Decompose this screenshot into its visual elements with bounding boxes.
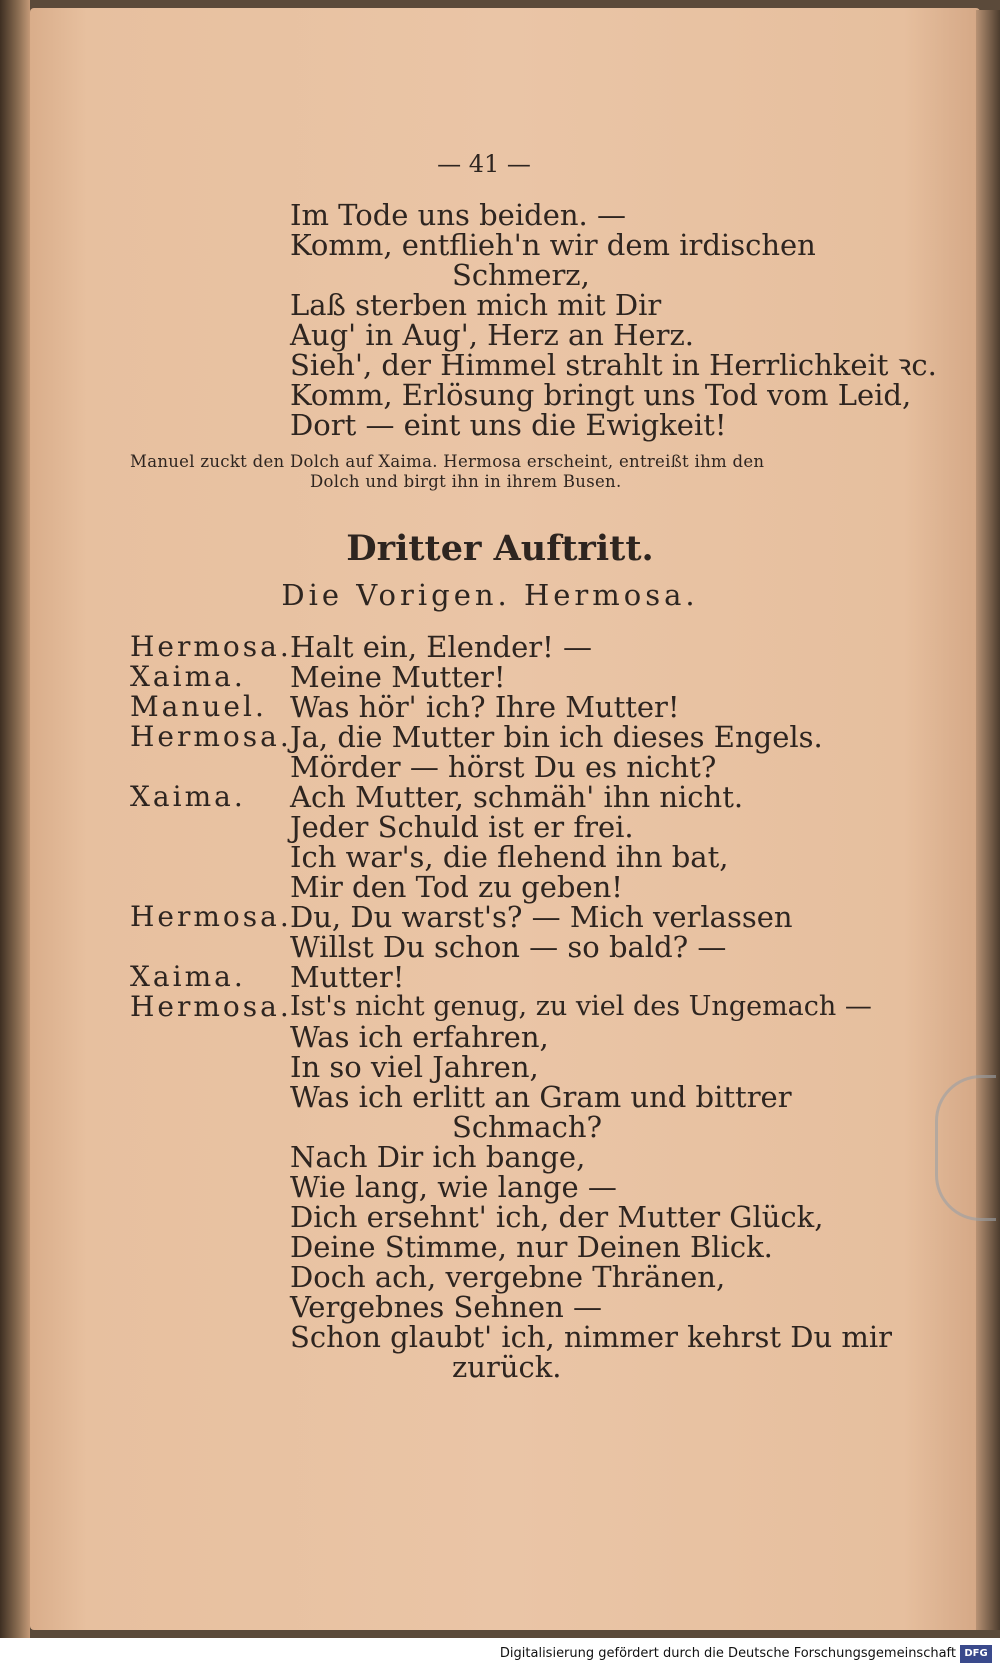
dialogue-line: Doch ach, vergebne Thränen, bbox=[290, 1260, 726, 1294]
cast-line: Die Vorigen. Hermosa. bbox=[281, 578, 699, 612]
dialogue-line: Mörder — hörst Du es nicht? bbox=[290, 750, 717, 784]
song-line: Komm, Erlösung bringt uns Tod vom Leid, bbox=[290, 378, 912, 412]
dialogue-line: Jeder Schuld ist er frei. bbox=[290, 810, 634, 844]
song-line: Laß sterben mich mit Dir bbox=[290, 288, 662, 322]
dialogue-line: Was hör' ich? Ihre Mutter! bbox=[290, 690, 680, 724]
speaker-name: Hermosa. bbox=[130, 990, 292, 1023]
funding-credit: Digitalisierung gefördert durch die Deutsche Forschungsgemeinschaft bbox=[499, 1646, 956, 1661]
song-line: Im Tode uns beiden. — bbox=[290, 198, 626, 232]
dialogue-line: Dich ersehnt' ich, der Mutter Glück, bbox=[290, 1200, 824, 1234]
scene-heading: Dritter Auftritt. bbox=[346, 528, 654, 569]
song-line: Dort — eint uns die Ewigkeit! bbox=[290, 408, 727, 442]
stage-direction-line: Manuel zuckt den Dolch auf Xaima. Hermosa erscheint, entreißt ihm den bbox=[130, 452, 765, 471]
footer-bar bbox=[0, 1642, 1000, 1668]
dialogue-line: Mir den Tod zu geben! bbox=[290, 870, 623, 904]
speaker-name: Hermosa. bbox=[130, 720, 292, 753]
speaker-name: Xaima. bbox=[130, 960, 246, 993]
dialogue-line: Ich war's, die flehend ihn bat, bbox=[290, 840, 729, 874]
dialogue-line: Mutter! bbox=[290, 960, 405, 994]
dialogue-line: In so viel Jahren, bbox=[290, 1050, 539, 1084]
dialogue-line: Was ich erfahren, bbox=[290, 1020, 549, 1054]
dialogue-line: Willst Du schon — so bald? — bbox=[290, 930, 727, 964]
song-line: Komm, entflieh'n wir dem irdischen bbox=[290, 228, 816, 262]
speaker-name: Xaima. bbox=[130, 660, 246, 693]
dialogue-line: Ja, die Mutter bin ich dieses Engels. bbox=[290, 720, 823, 754]
dialogue-line: Wie lang, wie lange — bbox=[290, 1170, 617, 1204]
dialogue-line: Vergebnes Sehnen — bbox=[290, 1290, 602, 1324]
page-edge bbox=[976, 10, 1000, 1630]
page-number: — 41 — bbox=[437, 150, 531, 178]
song-line: Aug' in Aug', Herz an Herz. bbox=[290, 318, 694, 352]
dialogue-line: Ach Mutter, schmäh' ihn nicht. bbox=[290, 780, 744, 814]
dialogue-line: Deine Stimme, nur Deinen Blick. bbox=[290, 1230, 773, 1264]
song-line: Sieh', der Himmel strahlt in Herrlichkeit ꝛc. bbox=[290, 348, 937, 382]
speaker-name: Manuel. bbox=[130, 690, 267, 723]
dfg-logo: DFG bbox=[960, 1645, 992, 1663]
dialogue-line: Nach Dir ich bange, bbox=[290, 1140, 586, 1174]
dialogue-line: Was ich erlitt an Gram und bittrer bbox=[290, 1080, 792, 1114]
song-line: Schmerz, bbox=[452, 258, 590, 292]
dialogue-line: zurück. bbox=[452, 1350, 562, 1384]
dialogue-line: Schmach? bbox=[452, 1110, 603, 1144]
dialogue-line: Ist's nicht genug, zu viel des Ungemach — bbox=[290, 991, 872, 1022]
book-gutter bbox=[0, 0, 30, 1638]
dialogue-line: Du, Du warst's? — Mich verlassen bbox=[290, 900, 793, 934]
page-clip bbox=[935, 1075, 996, 1221]
dialogue-line: Meine Mutter! bbox=[290, 660, 506, 694]
speaker-name: Xaima. bbox=[130, 780, 246, 813]
speaker-name: Hermosa. bbox=[130, 900, 292, 933]
speaker-name: Hermosa. bbox=[130, 630, 292, 663]
dialogue-line: Schon glaubt' ich, nimmer kehrst Du mir bbox=[290, 1320, 892, 1354]
stage-direction-line: Dolch und birgt ihn in ihrem Busen. bbox=[310, 472, 622, 491]
dialogue-line: Halt ein, Elender! — bbox=[290, 630, 593, 664]
